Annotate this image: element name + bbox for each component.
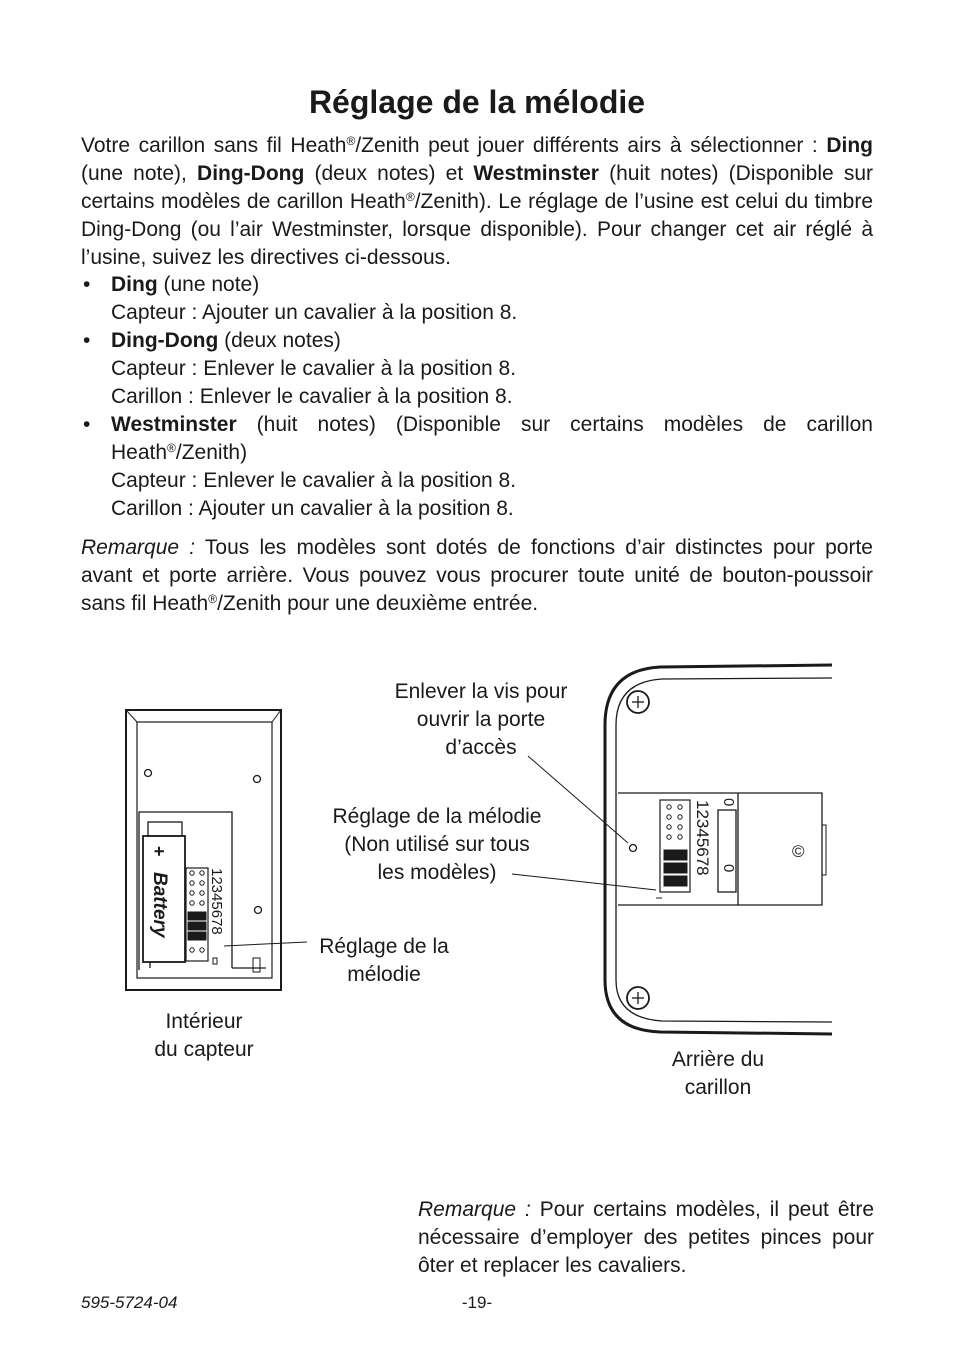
page-number: -19- — [461, 1293, 493, 1312]
battery-label: Battery — [149, 872, 170, 938]
remark-pliers: Remarque : Pour certains modèles, il peut être nécessaire d’employer des petites pinces pour ôter et replacer les cavaliers. — [418, 1198, 875, 1277]
chime-zero-bottom: 0 — [720, 864, 737, 873]
list-item-ding-dong: • Ding-Dong (deux notes) Capteur : Enlever le cavalier à la position 8. Carillon : Enlever le cavalier à la position 8. — [83, 329, 517, 408]
callout-screw: Enlever la vis pour ouvrir la porte d’accès — [394, 680, 568, 759]
page-title: Réglage de la mélodie — [308, 84, 646, 120]
copyright-mark: © — [792, 842, 805, 861]
battery-plus-sign: + — [149, 846, 169, 857]
chime-jumper-pins — [664, 805, 687, 886]
caption-sensor: Intérieur du capteur — [154, 1010, 254, 1061]
chime-zero-top: 0 — [720, 798, 737, 807]
sensor-jumper-pins — [188, 871, 206, 952]
chime-position-numbers: 12345678 — [693, 800, 712, 876]
chime-diagram — [605, 665, 832, 1034]
callout-melody-chime: Réglage de la mélodie (Non utilisé sur tous les modèles) — [332, 805, 542, 884]
callout-melody-sensor: Réglage de la mélodie — [319, 935, 449, 986]
list-item-ding: • Ding (une note) Capteur : Ajouter un cavalier à la position 8. — [83, 273, 518, 324]
intro-paragraph: Votre carillon sans fil Heath®/Zenith peut jouer différents airs à sélectionner : Ding (une note), Ding-Dong (deux notes) et Westminster (huit notes) (Disponible sur certains modèles de carillon Heath®/Zenith). Le réglage de l’usine est celui du timbre Ding-Dong (ou l’air Westminster, lorsque disponible). Pour changer cet air réglé à l’usine, suivez les directives ci-dessous. — [81, 134, 874, 269]
document-number: 595-5724-04 — [81, 1293, 178, 1312]
remark-paragraph: Remarque : Tous les modèles sont dotés de fonctions d’air distinctes pour porte avant et porte arrière. Vous pouvez vous procurer toute unité de bouton-poussoir sans fil Heath®/Zenith pour une deuxième entrée. — [81, 536, 873, 615]
list-item-westminster: • Westminster (huit notes) (Disponible sur certains modèles de carillon Heath®/Zenith) Capteur : Enlever le cavalier à la position 8. Carillon : Ajouter un cavalier à la position 8. — [83, 413, 873, 520]
sensor-diagram — [126, 710, 307, 990]
sensor-position-numbers: 12345678 — [208, 868, 225, 935]
melody-list — [81, 271, 873, 523]
caption-chime: Arrière du carillon — [671, 1048, 765, 1099]
